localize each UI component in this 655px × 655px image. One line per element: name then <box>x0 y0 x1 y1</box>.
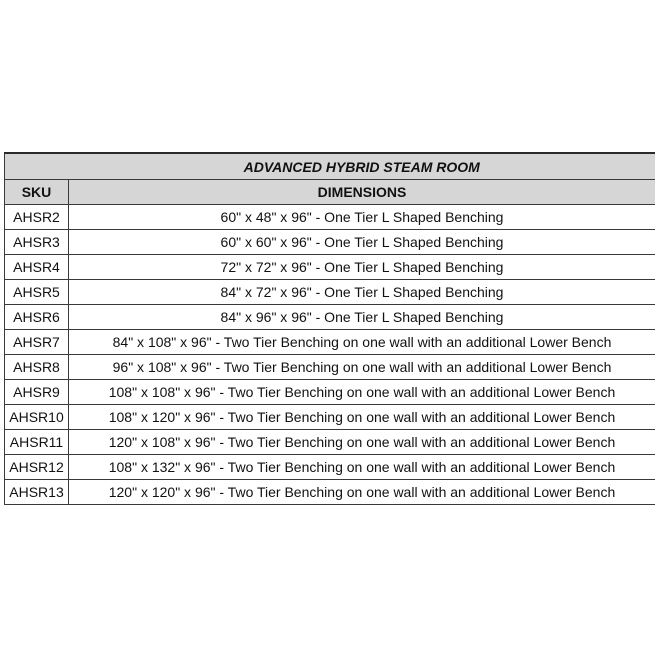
steam-room-spec-table <box>4 152 655 505</box>
dimensions-cell: 120" x 120" x 96" - Two Tier Benching on one wall with an additional Lower Bench <box>69 480 655 505</box>
dimensions-cell: 60" x 60" x 96" - One Tier L Shaped Benching <box>69 230 655 255</box>
sku-cell: AHSR2 <box>5 205 69 230</box>
sku-cell: AHSR8 <box>5 355 69 380</box>
sku-cell: AHSR4 <box>5 255 69 280</box>
table-row <box>5 280 655 305</box>
sku-cell: AHSR11 <box>5 430 69 455</box>
dimensions-cell: 108" x 120" x 96" - Two Tier Benching on one wall with an additional Lower Bench <box>69 405 655 430</box>
table-header-row <box>5 180 655 205</box>
dimensions-cell: 108" x 132" x 96" - Two Tier Benching on one wall with an additional Lower Bench <box>69 455 655 480</box>
table-row <box>5 330 655 355</box>
column-header-dimensions: DIMENSIONS <box>69 180 655 205</box>
title-spacer <box>5 153 69 180</box>
dimensions-cell: 84" x 72" x 96" - One Tier L Shaped Benching <box>69 280 655 305</box>
dimensions-cell: 84" x 96" x 96" - One Tier L Shaped Benching <box>69 305 655 330</box>
dimensions-cell: 84" x 108" x 96" - Two Tier Benching on one wall with an additional Lower Bench <box>69 330 655 355</box>
table-row <box>5 255 655 280</box>
table-row <box>5 380 655 405</box>
table-row <box>5 355 655 380</box>
dimensions-cell: 96" x 108" x 96" - Two Tier Benching on one wall with an additional Lower Bench <box>69 355 655 380</box>
sku-cell: AHSR10 <box>5 405 69 430</box>
sku-cell: AHSR12 <box>5 455 69 480</box>
table-row <box>5 305 655 330</box>
table-title: ADVANCED HYBRID STEAM ROOM <box>69 153 655 180</box>
sku-cell: AHSR5 <box>5 280 69 305</box>
table-row <box>5 455 655 480</box>
table-row <box>5 230 655 255</box>
table-title-row <box>5 153 655 180</box>
sku-cell: AHSR13 <box>5 480 69 505</box>
table-row <box>5 480 655 505</box>
table-body <box>5 153 655 505</box>
sku-cell: AHSR9 <box>5 380 69 405</box>
dimensions-cell: 108" x 108" x 96" - Two Tier Benching on one wall with an additional Lower Bench <box>69 380 655 405</box>
table-row <box>5 205 655 230</box>
dimensions-cell: 60" x 48" x 96" - One Tier L Shaped Benching <box>69 205 655 230</box>
column-header-sku: SKU <box>5 180 69 205</box>
table-row <box>5 405 655 430</box>
sku-cell: AHSR6 <box>5 305 69 330</box>
dimensions-cell: 72" x 72" x 96" - One Tier L Shaped Benching <box>69 255 655 280</box>
dimensions-cell: 120" x 108" x 96" - Two Tier Benching on one wall with an additional Lower Bench <box>69 430 655 455</box>
table-row <box>5 430 655 455</box>
sku-cell: AHSR3 <box>5 230 69 255</box>
sku-cell: AHSR7 <box>5 330 69 355</box>
